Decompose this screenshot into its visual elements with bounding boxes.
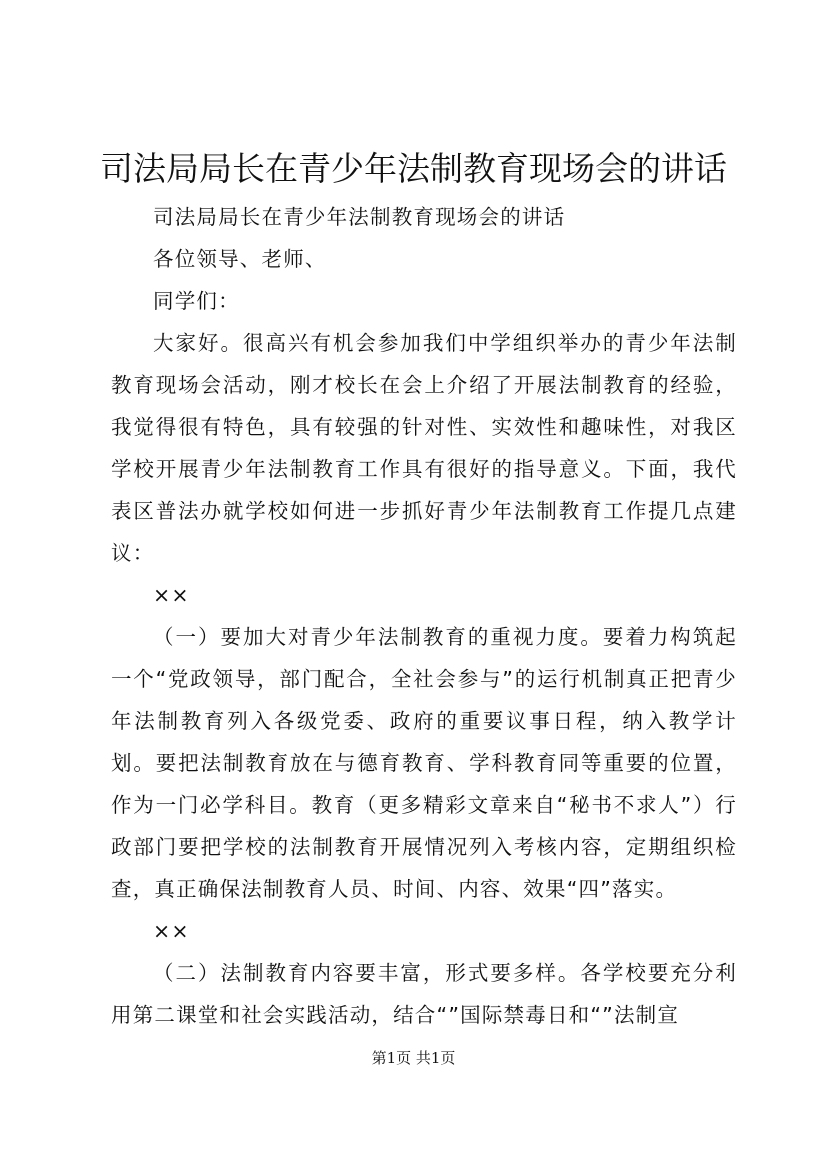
salutation-line: 各位领导、老师、 — [153, 247, 327, 271]
document-body — [111, 196, 737, 1036]
body-paragraph: （二）法制教育内容要丰富，形式要多样。各学校要充分利用第二课堂和社会实践活动，结合“”国际禁毒日和“”法制宣 — [111, 961, 737, 1027]
subtitle-paragraph: 司法局局长在青少年法制教育现场会的讲话 — [153, 205, 566, 229]
section-separator: ×× — [153, 919, 190, 943]
body-paragraph: 大家好。很高兴有机会参加我们中学组织举办的青少年法制教育现场会活动，刚才校长在会上介绍了开展法制教育的经验，我觉得很有特色，具有较强的针对性、实效性和趣味性，对我区学校开展青少年法制教育工作具有很好的指导意义。下面，我代表区普法办就学校如何进一步抓好青少年法制教育工作提几点建议： — [111, 331, 737, 565]
page-number-footer: 第1页 共1页 — [371, 1049, 456, 1067]
document-title: 司法局局长在青少年法制教育现场会的讲话 — [100, 149, 727, 188]
salutation-line: 同学们： — [153, 289, 240, 313]
body-paragraph: （一）要加大对青少年法制教育的重视力度。要着力构筑起一个“党政领导，部门配合，全社会参与”的运行机制真正把青少年法制教育列入各级党委、政府的重要议事日程，纳入教学计划。要把法制教育放在与德育教育、学科教育同等重要的位置，作为一门必学科目。教育（更多精彩文章来自“秘书不求人”）行政部门要把学校的法制教育开展情况列入考核内容，定期组织检查，真正确保法制教育人员、时间、内容、效果“四”落实。 — [111, 625, 737, 901]
section-separator: ×× — [153, 583, 190, 607]
